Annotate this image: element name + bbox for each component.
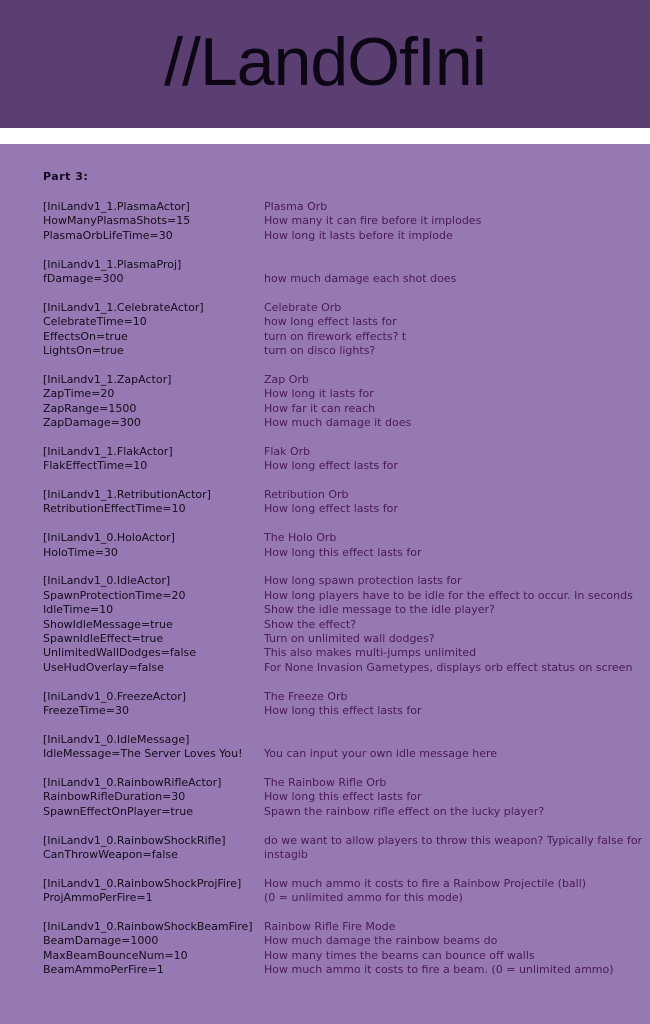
config-description: Spawn the rainbow rifle effect on the lucky player? [264, 804, 545, 818]
config-description: do we want to allow players to throw this weapon? Typically false for [264, 833, 643, 847]
config-description: turn on disco lights? [264, 344, 376, 357]
config-description: How long players have to be idle for the effect to occur. In seconds [264, 588, 633, 602]
config-key-line: [IniLandv1_0.HoloActor] [43, 531, 175, 545]
config-key-line: [IniLandv1_0.FreezeActor] [43, 689, 187, 703]
config-key-line: fDamage=300 [43, 272, 124, 285]
config-description: Zap Orb [264, 372, 309, 386]
config-key-line: CelebrateTime=10 [43, 315, 147, 329]
config-key-line: UseHudOverlay=false [43, 660, 164, 674]
config-description: Plasma Orb [264, 200, 328, 213]
config-key-line: LightsOn=true [43, 344, 124, 357]
config-description: Celebrate Orb [264, 300, 342, 314]
config-description: The Rainbow Rifle Orb [264, 776, 387, 789]
config-description: Retribution Orb [264, 488, 349, 501]
config-key-line: RetributionEffectTime=10 [43, 502, 186, 516]
config-description: Turn on unlimited wall dodges? [264, 632, 435, 645]
config-key-line: UnlimitedWallDodges=false [43, 646, 197, 660]
config-key-line: CanThrowWeapon=false [43, 848, 178, 861]
config-key-line: [IniLandv1_1.PlasmaProj] [43, 257, 182, 271]
config-description: turn on firework effects? t [264, 329, 407, 343]
config-key-line: [IniLandv1_1.ZapActor] [43, 372, 172, 386]
config-key-line: RainbowRifleDuration=30 [43, 790, 186, 804]
config-description: How much damage it does [264, 416, 412, 429]
config-key-line: [IniLandv1_0.RainbowRifleActor] [43, 776, 222, 789]
config-key-line: ShowIdleMessage=true [43, 617, 173, 631]
config-key-line: BeamAmmoPerFire=1 [43, 963, 164, 977]
config-key-line: IdleMessage=The Server Loves You! [43, 747, 243, 761]
config-key-line: IdleTime=10 [43, 603, 114, 617]
site-title: //LandOfIni [164, 24, 486, 100]
config-key-line: [IniLandv1_1.CelebrateActor] [43, 300, 204, 314]
config-key-line: SpawnProtectionTime=20 [43, 588, 186, 602]
config-key-line: [IniLandv1_1.FlakActor] [43, 444, 173, 458]
config-description: Flak Orb [264, 444, 311, 458]
site-header [0, 0, 650, 128]
config-description: For None Invasion Gametypes, displays orb effect status on screen [264, 660, 633, 674]
config-key-line: FlakEffectTime=10 [43, 459, 148, 473]
config-description: How long this effect lasts for [264, 704, 422, 717]
config-description: You can input your own idle message here [264, 747, 498, 761]
config-description: This also makes multi-jumps unlimited [264, 646, 477, 660]
config-key-line: BeamDamage=1000 [43, 934, 159, 948]
config-description: The Freeze Orb [264, 689, 348, 703]
config-key-line: [IniLandv1_0.RainbowShockRifle] [43, 833, 226, 847]
config-description: How long effect lasts for [264, 502, 398, 516]
config-description: How much ammo it costs to fire a beam. (0 = unlimited ammo) [264, 963, 614, 977]
config-description: how long effect lasts for [264, 315, 397, 329]
config-key-line: HowManyPlasmaShots=15 [43, 214, 191, 228]
config-description: (0 = unlimited ammo for this mode) [264, 891, 463, 905]
config-description: How long it lasts before it implode [264, 228, 453, 242]
config-description: How long this effect lasts for [264, 790, 422, 804]
config-key-line: SpawnEffectOnPlayer=true [43, 804, 193, 818]
config-description: How far it can reach [264, 401, 376, 415]
config-key-line: [IniLandv1_1.RetributionActor] [43, 488, 211, 501]
config-description: How much damage the rainbow beams do [264, 934, 498, 948]
config-key-line: [IniLandv1_0.IdleActor] [43, 574, 171, 588]
config-key-line: HoloTime=30 [43, 545, 118, 559]
config-description: Rainbow Rifle Fire Mode [264, 920, 396, 933]
config-description: The Holo Orb [264, 531, 337, 545]
config-description: How long spawn protection lasts for [264, 574, 462, 588]
config-key-line: [IniLandv1_0.IdleMessage] [43, 732, 190, 746]
config-description: How much ammo it costs to fire a Rainbow Projectile (ball) [264, 876, 587, 890]
config-description: Show the idle message to the idle player? [264, 603, 495, 617]
config-key-line: PlasmaOrbLifeTime=30 [43, 228, 173, 242]
config-key-line: [IniLandv1_0.RainbowShockProjFire] [43, 876, 242, 890]
ini-config-panel [0, 144, 650, 1024]
config-description: instagib [264, 848, 308, 861]
config-description: How long it lasts for [264, 387, 374, 401]
config-key-line: [IniLandv1_1.PlasmaActor] [43, 200, 190, 213]
config-key-line: ZapTime=20 [43, 387, 115, 401]
config-key-line: ZapRange=1500 [43, 401, 137, 415]
config-key-line: [IniLandv1_0.RainbowShockBeamFire] [43, 920, 253, 933]
config-description: How long effect lasts for [264, 459, 398, 473]
config-key-line: EffectsOn=true [43, 329, 128, 343]
config-description: How long this effect lasts for [264, 545, 422, 559]
config-description: how much damage each shot does [264, 272, 457, 285]
config-description: How many it can fire before it implodes [264, 214, 482, 228]
config-key-line: ZapDamage=300 [43, 416, 141, 429]
config-description: Show the effect? [264, 617, 357, 631]
config-key-line: FreezeTime=30 [43, 704, 130, 717]
part-heading: Part 3: [43, 170, 89, 183]
config-key-line: SpawnIdleEffect=true [43, 632, 164, 645]
config-key-line: MaxBeamBounceNum=10 [43, 948, 188, 962]
config-key-line: ProjAmmoPerFire=1 [43, 891, 153, 905]
config-description: How many times the beams can bounce off walls [264, 948, 535, 962]
